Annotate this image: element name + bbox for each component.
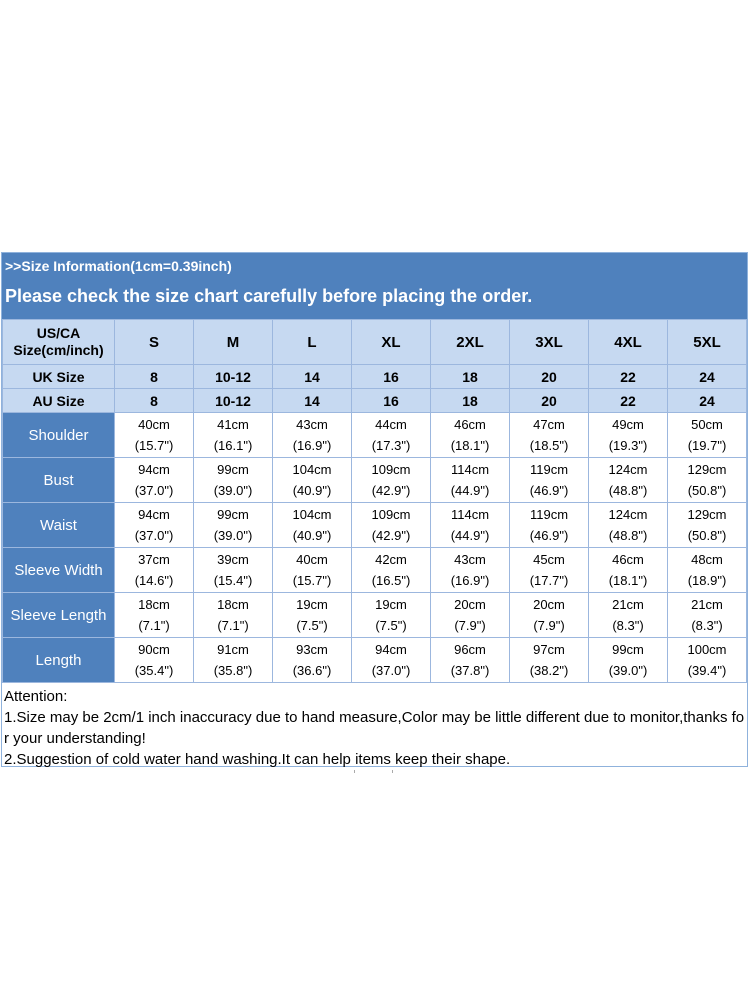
measurement-cell [510,593,589,638]
cm-value: 18cm [217,597,249,612]
cm-value: 20cm [533,597,565,612]
cm-value: 18cm [138,597,170,612]
inch-value: (39.0") [213,528,253,543]
measurement-cell [115,503,194,548]
inch-value: (39.0") [608,663,648,678]
measurement-cell [510,638,589,683]
cm-value: 41cm [217,417,249,432]
inch-value: (16.9") [292,438,332,453]
au-size-cell: 24 [668,389,747,413]
measurement-cell [589,458,668,503]
measurement-cell [431,503,510,548]
cm-value: 114cm [450,507,490,522]
cm-value: 119cm [529,462,569,477]
measurement-cell [352,593,431,638]
divider-marks [354,770,394,774]
au-size-cell: 8 [115,389,194,413]
inch-value: (8.3") [612,618,644,633]
measurement-cell [194,458,273,503]
cm-value: 45cm [533,552,565,567]
inch-value: (35.8") [213,663,253,678]
cm-value: 94cm [138,507,170,522]
size-info-banner: >>Size Information(1cm=0.39inch) [2,253,747,279]
size-header-s: S [115,320,194,365]
cm-value: 100cm [687,642,727,657]
measurement-cell [352,458,431,503]
cm-value: 37cm [138,552,170,567]
measurement-label: Length [3,638,115,683]
au-size-cell: 14 [273,389,352,413]
size-chart [1,252,748,767]
measurement-row-waist [3,503,747,548]
au-size-cell: 10-12 [194,389,273,413]
cm-value: 94cm [138,462,170,477]
inch-value: (18.1") [608,573,648,588]
inch-value: (39.4") [687,663,727,678]
inch-value: (18.9") [687,573,727,588]
inch-value: (48.8") [608,528,648,543]
inch-value: (37.0") [371,663,411,678]
cm-value: 119cm [529,507,569,522]
measurement-cell [510,458,589,503]
size-header-5xl: 5XL [668,320,747,365]
inch-value: (39.0") [213,483,253,498]
measurement-cell [668,548,747,593]
inch-value: (44.9") [450,483,490,498]
cm-value: 97cm [533,642,565,657]
measurement-cell [589,503,668,548]
measurement-cell [194,413,273,458]
attention-line-1: 1.Size may be 2cm/1 inch inaccuracy due to hand measure,Color may be little different due to monitor,thanks for your understanding! [4,709,745,747]
cm-value: 19cm [296,597,328,612]
measurement-label: Bust [3,458,115,503]
uk-size-cell: 8 [115,365,194,389]
measurement-label: Waist [3,503,115,548]
cm-value: 99cm [612,642,644,657]
cm-value: 99cm [217,507,249,522]
measurement-cell [273,503,352,548]
inch-value: (36.6") [292,663,332,678]
measurement-cell [352,548,431,593]
inch-value: (50.8") [687,483,727,498]
inch-value: (14.6") [134,573,174,588]
measurement-label: Sleeve Length [3,593,115,638]
uk-size-cell: 14 [273,365,352,389]
inch-value: (16.9") [450,573,490,588]
size-header-2xl: 2XL [431,320,510,365]
uk-size-cell: 18 [431,365,510,389]
inch-value: (42.9") [371,528,411,543]
cm-value: 114cm [450,462,490,477]
au-size-row [3,389,747,413]
inch-value: (42.9") [371,483,411,498]
cm-value: 40cm [296,552,328,567]
inch-value: (37.0") [134,483,174,498]
inch-value: (50.8") [687,528,727,543]
inch-value: (40.9") [292,483,332,498]
cm-value: 48cm [691,552,723,567]
order-notice-banner: Please check the size chart carefully before placing the order. [2,279,747,319]
cm-value: 43cm [296,417,328,432]
au-size-cell: 22 [589,389,668,413]
measurement-label: Shoulder [3,413,115,458]
size-header-row [3,320,747,365]
uk-size-label: UK Size [3,365,115,389]
cm-value: 91cm [217,642,249,657]
measurement-cell [431,548,510,593]
measurement-cell [115,413,194,458]
measurement-cell [273,638,352,683]
measurement-cell [431,458,510,503]
cm-value: 21cm [691,597,723,612]
measurement-cell [273,593,352,638]
uk-size-cell: 20 [510,365,589,389]
uk-size-cell: 16 [352,365,431,389]
measurement-cell [431,638,510,683]
cm-value: 19cm [375,597,407,612]
size-header-4xl: 4XL [589,320,668,365]
measurement-cell [510,503,589,548]
inch-value: (18.1") [450,438,490,453]
attention-title: Attention: [4,688,68,705]
attention-line-2: 2.Suggestion of cold water hand washing.It can help items keep their shape. [4,751,511,768]
measurement-cell [510,548,589,593]
measurement-cell [352,638,431,683]
inch-value: (7.5") [375,618,407,633]
inch-value: (7.9") [533,618,565,633]
measurement-cell [273,548,352,593]
uk-size-cell: 22 [589,365,668,389]
inch-value: (7.1") [217,618,249,633]
measurement-cell [589,548,668,593]
inch-value: (7.5") [296,618,328,633]
measurement-row-sleeve-width [3,548,747,593]
cm-value: 50cm [691,417,723,432]
inch-value: (35.4") [134,663,174,678]
measurement-cell [668,638,747,683]
measurement-cell [668,503,747,548]
inch-value: (15.7") [292,573,332,588]
measurement-row-length [3,638,747,683]
measurement-cell [352,503,431,548]
cm-value: 43cm [454,552,486,567]
measurement-cell [510,413,589,458]
au-size-cell: 18 [431,389,510,413]
measurement-label: Sleeve Width [3,548,115,593]
inch-value: (15.4") [213,573,253,588]
measurement-row-bust [3,458,747,503]
size-header-m: M [194,320,273,365]
measurement-cell [115,548,194,593]
measurement-cell [115,458,194,503]
au-size-cell: 20 [510,389,589,413]
cm-value: 109cm [371,462,411,477]
inch-value: (44.9") [450,528,490,543]
measurement-row-sleeve-length [3,593,747,638]
inch-value: (46.9") [529,483,569,498]
inch-value: (37.8") [450,663,490,678]
corner-line1: US/CA [36,325,81,341]
inch-value: (17.3") [371,438,411,453]
inch-value: (15.7") [134,438,174,453]
measurement-cell [589,638,668,683]
cm-value: 124cm [608,507,648,522]
cm-value: 104cm [292,462,332,477]
size-header-3xl: 3XL [510,320,589,365]
cm-value: 93cm [296,642,328,657]
cm-value: 42cm [375,552,407,567]
au-size-label: AU Size [3,389,115,413]
measurement-cell [194,548,273,593]
size-table [2,319,747,683]
cm-value: 124cm [608,462,648,477]
size-header-l: L [273,320,352,365]
measurement-cell [115,593,194,638]
attention-notes [2,683,747,770]
inch-value: (7.9") [454,618,486,633]
inch-value: (16.1") [213,438,253,453]
inch-value: (19.7") [687,438,727,453]
cm-value: 20cm [454,597,486,612]
cm-value: 49cm [612,417,644,432]
measurement-cell [668,413,747,458]
cm-value: 47cm [533,417,565,432]
inch-value: (38.2") [529,663,569,678]
cm-value: 46cm [612,552,644,567]
inch-value: (7.1") [138,618,170,633]
cm-value: 129cm [687,507,727,522]
measurement-cell [431,413,510,458]
measurement-cell [668,593,747,638]
measurement-cell [352,413,431,458]
uk-size-row [3,365,747,389]
inch-value: (37.0") [134,528,174,543]
inch-value: (8.3") [691,618,723,633]
measurement-cell [589,593,668,638]
measurement-cell [115,638,194,683]
cm-value: 104cm [292,507,332,522]
cm-value: 99cm [217,462,249,477]
cm-value: 46cm [454,417,486,432]
cm-value: 94cm [375,642,407,657]
measurement-cell [589,413,668,458]
inch-value: (18.5") [529,438,569,453]
cm-value: 39cm [217,552,249,567]
measurement-cell [194,503,273,548]
measurement-cell [194,593,273,638]
measurement-cell [431,593,510,638]
au-size-cell: 16 [352,389,431,413]
cm-value: 90cm [138,642,170,657]
inch-value: (40.9") [292,528,332,543]
measurement-cell [273,413,352,458]
size-header-xl: XL [352,320,431,365]
cm-value: 109cm [371,507,411,522]
inch-value: (46.9") [529,528,569,543]
measurement-cell [273,458,352,503]
corner-line2: Size(cm/inch) [13,342,104,358]
inch-value: (17.7") [529,573,569,588]
measurement-row-shoulder [3,413,747,458]
measurement-cell [194,638,273,683]
cm-value: 96cm [454,642,486,657]
cm-value: 21cm [612,597,644,612]
inch-value: (16.5") [371,573,411,588]
uk-size-cell: 10-12 [194,365,273,389]
cm-value: 129cm [687,462,727,477]
inch-value: (19.3") [608,438,648,453]
inch-value: (48.8") [608,483,648,498]
cm-value: 44cm [375,417,407,432]
measurement-cell [668,458,747,503]
cm-value: 40cm [138,417,170,432]
corner-header [3,320,115,365]
uk-size-cell: 24 [668,365,747,389]
